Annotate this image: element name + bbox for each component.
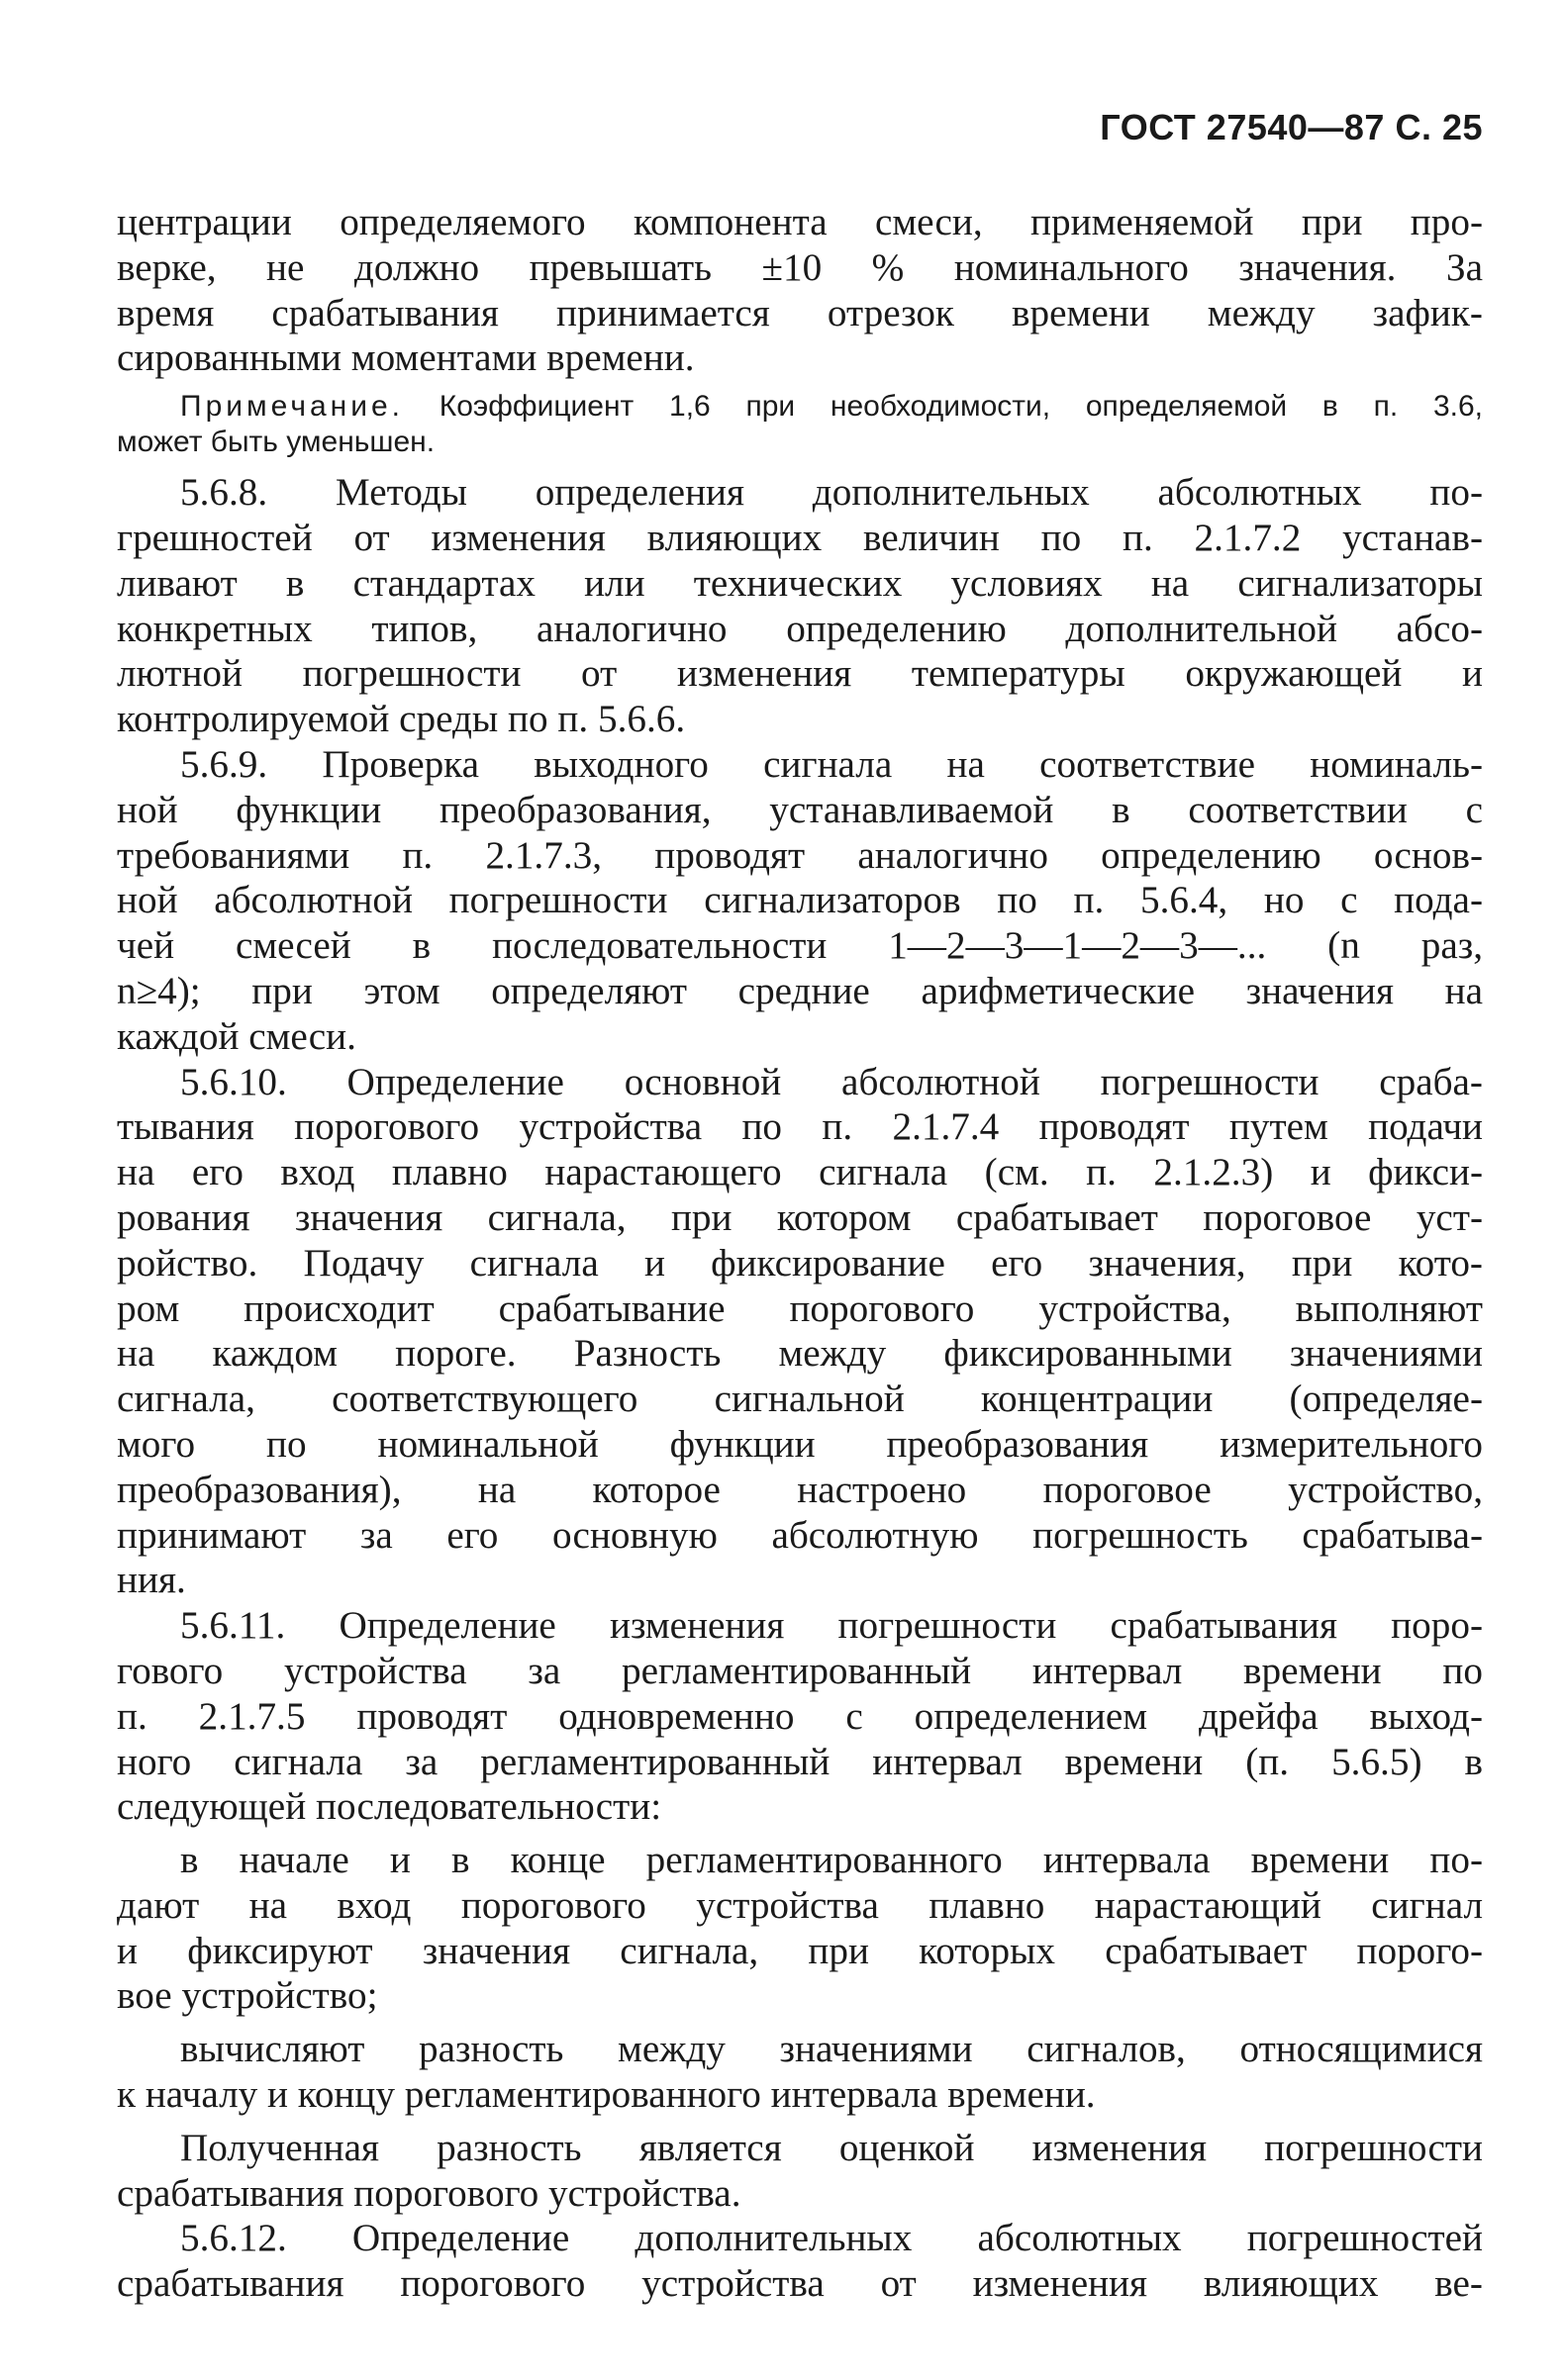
text-line: на каждом пороге. Разность между фиксированными значениями: [117, 1332, 1483, 1376]
text-line: рования значения сигнала, при котором срабатывает пороговое уст-: [117, 1195, 1483, 1239]
paragraph-result: [117, 2126, 1483, 2217]
text-line: грешностей от изменения влияющих величин по п. 2.1.7.2 устанав-: [117, 516, 1483, 559]
note-line: [117, 389, 1483, 425]
text-line: преобразования), на которое настроено пороговое устройство,: [117, 1468, 1483, 1511]
page-header: ГОСТ 27540—87 С. 25: [1100, 107, 1483, 147]
text-line: Полученная разность является оценкой изменения погрешности: [180, 2126, 1483, 2169]
text-line: ливают в стандартах или технических условиях на сигнализаторы: [117, 561, 1483, 605]
text-line: срабатывания порогового устройства.: [117, 2171, 741, 2215]
paragraph-5-6-8: [117, 470, 1483, 742]
text-line: ной функции преобразования, устанавливаемой в соответствии с: [117, 788, 1483, 831]
text-line: сированными моментами времени.: [117, 336, 695, 380]
body-text: [117, 200, 1483, 2307]
text-line: 5.6.11. Определение изменения погрешности срабатывания поро-: [180, 1604, 1483, 1648]
text-line: чей смесей в последовательности 1—2—3—1—2—3—... (n раз,: [117, 924, 1483, 968]
text-line: вычисляют разность между значениями сигналов, относящимися: [180, 2028, 1483, 2071]
text-line: п. 2.1.7.5 проводят одновременно с определением дрейфа выход-: [117, 1694, 1483, 1738]
paragraph-5-6-11: [117, 1603, 1483, 1830]
text-line: 5.6.10. Определение основной абсолютной погрешности сраба-: [180, 1060, 1483, 1103]
text-line: сигнала, соответствующего сигнальной концентрации (определяе-: [117, 1378, 1483, 1421]
text-line: ром происходит срабатывание порогового устройства, выполняют: [117, 1286, 1483, 1330]
text-line: лютной погрешности от изменения температуры окружающей и: [117, 652, 1483, 696]
text-line: конкретных типов, аналогично определению дополнительной абсо-: [117, 607, 1483, 650]
text-line: тывания порогового устройства по п. 2.1.7.4 проводят путем подачи: [117, 1105, 1483, 1149]
text-line: n≥4); при этом определяют средние арифметические значения на: [117, 969, 1483, 1012]
text-line: время срабатывания принимается отрезок времени между зафик-: [117, 291, 1483, 334]
text-line: дают на вход порогового устройства плавно нарастающий сигнал: [117, 1883, 1483, 1927]
text-line: гового устройства за регламентированный интервал времени по: [117, 1649, 1483, 1692]
text-line: на его вход плавно нарастающего сигнала (см. п. 2.1.2.3) и фикси-: [117, 1151, 1483, 1194]
text-line: 5.6.8. Методы определения дополнительных абсолютных по-: [180, 471, 1483, 515]
text-line: и фиксируют значения сигнала, при которых срабатывает порого-: [117, 1929, 1483, 1972]
text-line: в начале и в конце регламентированного интервала времени по-: [180, 1839, 1483, 1882]
paragraph-continuation: [117, 200, 1483, 381]
text-line: ной абсолютной погрешности сигнализаторов по п. 5.6.4, но с пода-: [117, 879, 1483, 922]
paragraph-5-6-10: [117, 1060, 1483, 1604]
text-line: каждой смеси.: [117, 1014, 356, 1058]
note: [117, 389, 1483, 460]
paragraph-5-6-12: [117, 2216, 1483, 2307]
text-line: верке, не должно превышать ±10 % номинального значения. За: [117, 245, 1483, 289]
paragraph-step-2: [117, 2027, 1483, 2118]
text-line: 5.6.9. Проверка выходного сигнала на соответствие номиналь-: [180, 742, 1483, 786]
text-line: центрации определяемого компонента смеси, применяемой при про-: [117, 201, 1483, 243]
text-line: ройство. Подачу сигнала и фиксирование его значения, при кото-: [117, 1241, 1483, 1285]
text-line: требованиями п. 2.1.7.3, проводят аналогично определению основ-: [117, 833, 1483, 877]
text-line: вое устройство;: [117, 1974, 378, 2018]
text-line: срабатывания порогового устройства от изменения влияющих ве-: [117, 2262, 1483, 2306]
text-line: ния.: [117, 1559, 186, 1602]
text-line: мого по номинальной функции преобразования измерительного: [117, 1422, 1483, 1466]
text-line: 5.6.12. Определение дополнительных абсолютных погрешностей: [180, 2217, 1483, 2260]
paragraph-step-1: [117, 1838, 1483, 2019]
text-line: ного сигнала за регламентированный интервал времени (п. 5.6.5) в: [117, 1740, 1483, 1783]
note-label: Примечание.: [180, 390, 404, 424]
text-line: следующей последовательности:: [117, 1785, 662, 1829]
text-line: контролируемой среды по п. 5.6.6.: [117, 698, 686, 741]
note-text: Коэффициент 1,6 при необходимости, определяемой в п. 3.6,: [439, 390, 1483, 424]
text-line: к началу и концу регламентированного интервала времени.: [117, 2073, 1096, 2117]
paragraph-5-6-9: [117, 742, 1483, 1060]
note-line: может быть уменьшен.: [117, 426, 436, 459]
text-line: принимают за его основную абсолютную погрешность срабатыва-: [117, 1513, 1483, 1557]
